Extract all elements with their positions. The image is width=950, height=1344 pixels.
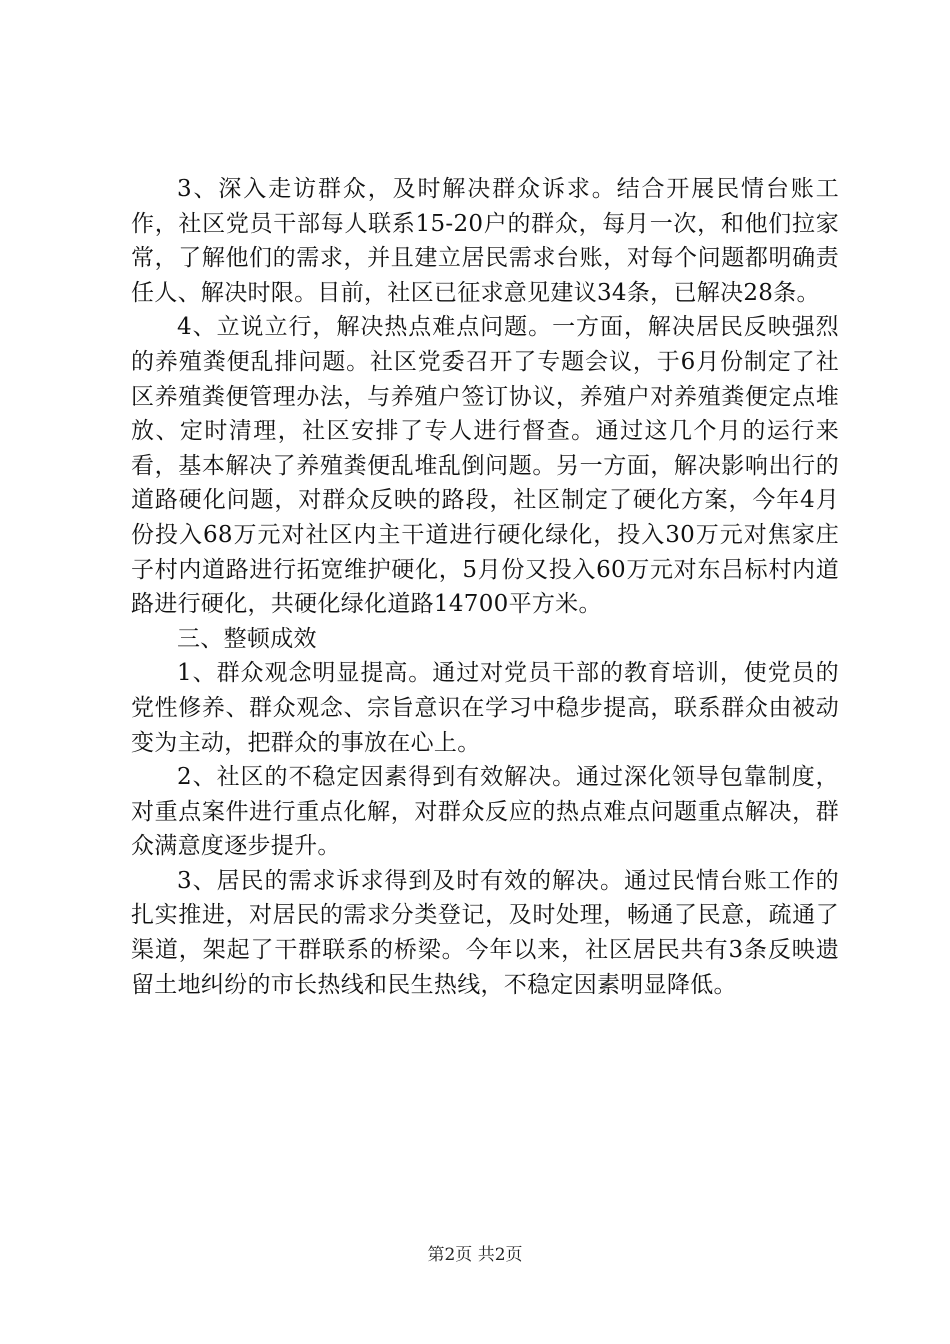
paragraph-result-3: 3、居民的需求诉求得到及时有效的解决。通过民情台账工作的扎实推进，对居民的需求分类登记，及时处理，畅通了民意，疏通了渠道，架起了干群联系的桥梁。今年以来，社区居民共有3条反映遗留土地纠纷的市长热线和民生热线，不稳定因素明显降低。	[131, 867, 839, 998]
paragraph-result-1: 1、群众观念明显提高。通过对党员干部的教育培训，使党员的党性修养、群众观念、宗旨意识在学习中稳步提高，联系群众由被动变为主动，把群众的事放在心上。	[131, 660, 839, 756]
document-body	[131, 172, 839, 1002]
section-heading-results: 三、整顿成效	[177, 625, 317, 652]
paragraph-result-2: 2、社区的不稳定因素得到有效解决。通过深化领导包靠制度，对重点案件进行重点化解，对群众反应的热点难点问题重点解决，群众满意度逐步提升。	[131, 764, 839, 860]
page-footer: 第2页 共2页	[427, 1245, 523, 1265]
paragraph-visit-masses: 3、深入走访群众，及时解决群众诉求。结合开展民情台账工作，社区党员干部每人联系15-20户的群众，每月一次，和他们拉家常，了解他们的需求，并且建立居民需求台账，对每个问题都明确责任人、解决时限。目前，社区已征求意见建议34条，已解决28条。	[131, 176, 839, 306]
paragraph-hotspot-issues: 4、立说立行，解决热点难点问题。一方面，解决居民反映强烈的养殖粪便乱排问题。社区党委召开了专题会议，于6月份制定了社区养殖粪便管理办法，与养殖户签订协议，养殖户对养殖粪便定点堆放、定时清理，社区安排了专人进行督查。通过这几个月的运行来看，基本解决了养殖粪便乱堆乱倒问题。另一方面，解决影响出行的道路硬化问题，对群众反映的路段，社区制定了硬化方案，今年4月份投入68万元对社区内主干道进行硬化绿化，投入30万元对焦家庄子村内道路进行拓宽维护硬化，5月份又投入60万元对东吕标村内道路进行硬化，共硬化绿化道路14700平方米。	[131, 314, 839, 618]
